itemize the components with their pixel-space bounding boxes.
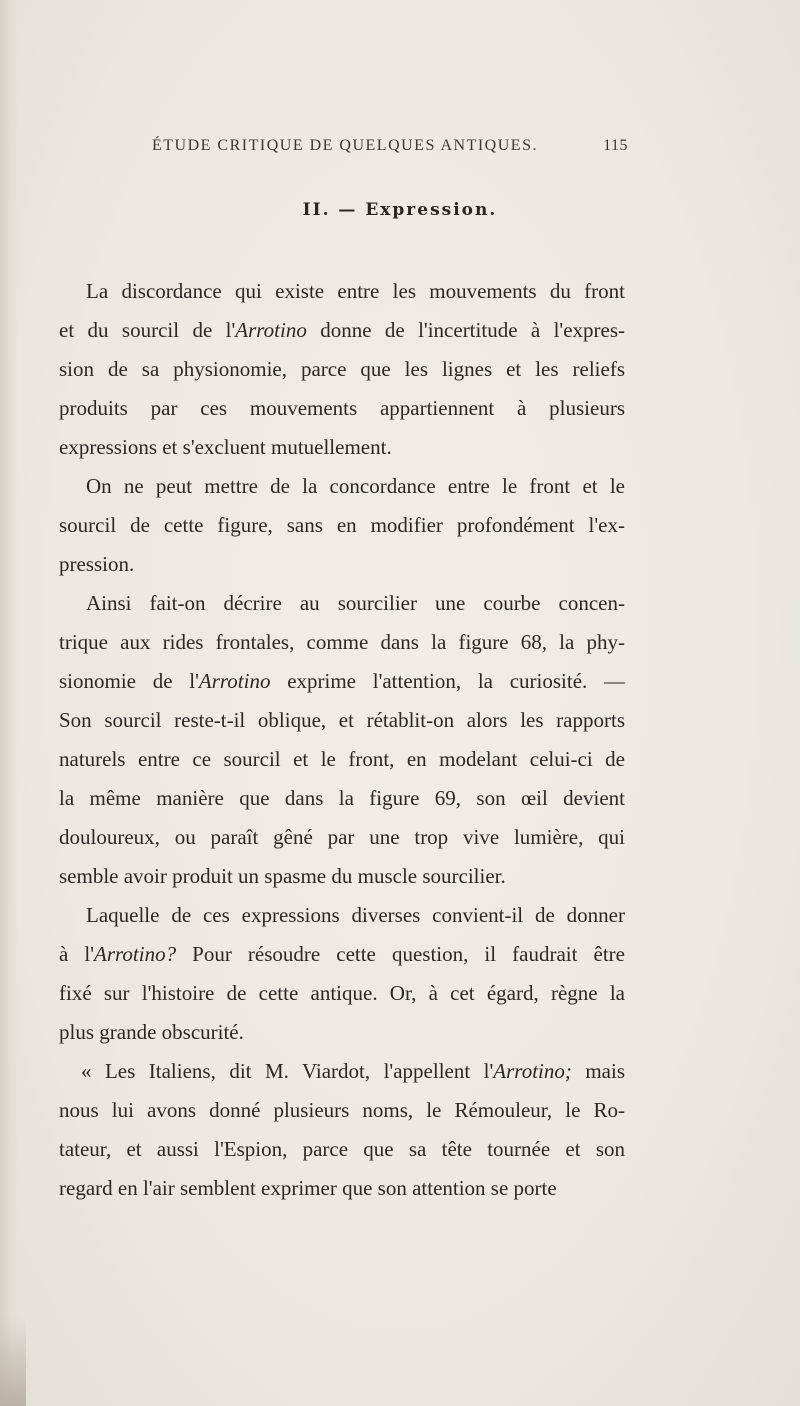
text-run: la même manière que dans la figure 69, son œil devient [59, 786, 625, 810]
text-run: semble avoir produit un spasme du muscle sourcilier. [59, 864, 506, 888]
text-run: mais [571, 1059, 625, 1083]
text-line [59, 584, 625, 623]
text-line [59, 935, 625, 974]
text-run: sourcil de cette figure, sans en modifier profondément l'ex- [59, 513, 625, 537]
text-line [59, 1169, 625, 1208]
text-line [59, 662, 625, 701]
text-run: sionomie de l' [59, 669, 199, 693]
text-line [59, 1013, 625, 1052]
text-run: exprime l'attention, la curiosité. — [270, 669, 625, 693]
text-run: naturels entre ce sourcil et le front, en modelant celui-ci de [59, 747, 625, 771]
paragraph [59, 1052, 625, 1208]
running-title: ÉTUDE CRITIQUE DE QUELQUES ANTIQUES. [152, 137, 538, 154]
text-run: Ainsi fait-on décrire au sourcilier une courbe concen- [86, 591, 625, 615]
text-run: tateur, et aussi l'Espion, parce que sa tête tournée et son [59, 1137, 625, 1161]
text-line [59, 623, 625, 662]
text-run: regard en l'air semblent exprimer que son attention se porte [59, 1176, 557, 1200]
text-run: Pour résoudre cette question, il faudrait être [176, 942, 625, 966]
text-line [59, 467, 625, 506]
body-text [59, 272, 625, 1208]
text-line [59, 701, 625, 740]
italic-text-run: Arrotino? [94, 942, 177, 966]
binding-shadow [0, 1316, 26, 1406]
text-run: douloureux, ou paraît gêné par une trop vive lumière, qui [59, 825, 625, 849]
text-run: et du sourcil de l' [59, 318, 236, 342]
text-line [59, 389, 625, 428]
text-run: trique aux rides frontales, comme dans la figure 68, la phy- [59, 630, 625, 654]
text-run: La discordance qui existe entre les mouvements du front [86, 279, 625, 303]
page-number: 115 [603, 137, 628, 154]
text-line [59, 1130, 625, 1169]
text-run: produits par ces mouvements appartiennent à plusieurs [59, 396, 625, 420]
text-line [59, 974, 625, 1013]
text-line [59, 779, 625, 818]
text-line [59, 350, 625, 389]
text-line [59, 1052, 625, 1091]
text-run: plus grande obscurité. [59, 1020, 244, 1044]
text-line [59, 311, 625, 350]
text-run: à l' [59, 942, 95, 966]
text-line [59, 818, 625, 857]
text-run: pression. [59, 552, 135, 576]
text-run: On ne peut mettre de la concordance entre le front et le [86, 474, 625, 498]
text-run: nous lui avons donné plusieurs noms, le Rémouleur, le Ro- [59, 1098, 625, 1122]
text-line [59, 428, 625, 467]
text-run: « Les Italiens, dit M. Viardot, l'appellent l' [81, 1059, 494, 1083]
text-line [59, 545, 625, 584]
section-heading: II. — Expression. [302, 200, 498, 220]
text-line [59, 896, 625, 935]
text-run: fixé sur l'histoire de cette antique. Or, à cet égard, règne la [59, 981, 625, 1005]
paragraph [59, 896, 625, 1052]
text-line [59, 740, 625, 779]
paragraph [59, 467, 625, 584]
italic-text-run: Arrotino [198, 669, 271, 693]
text-line [59, 506, 625, 545]
italic-text-run: Arrotino; [493, 1059, 572, 1083]
running-head [118, 137, 628, 161]
text-run: sion de sa physionomie, parce que les lignes et les reliefs [59, 357, 625, 381]
text-run: Laquelle de ces expressions diverses convient-il de donner [86, 903, 625, 927]
text-run: Son sourcil reste-t-il oblique, et rétablit-on alors les rapports [59, 708, 625, 732]
text-run: expressions et s'excluent mutuellement. [59, 435, 392, 459]
italic-text-run: Arrotino [235, 318, 307, 342]
paragraph [59, 584, 625, 896]
paragraph [59, 272, 625, 467]
text-line [59, 857, 625, 896]
text-run: donne de l'incertitude à l'expres- [306, 318, 626, 342]
text-line [59, 272, 625, 311]
text-line [59, 1091, 625, 1130]
